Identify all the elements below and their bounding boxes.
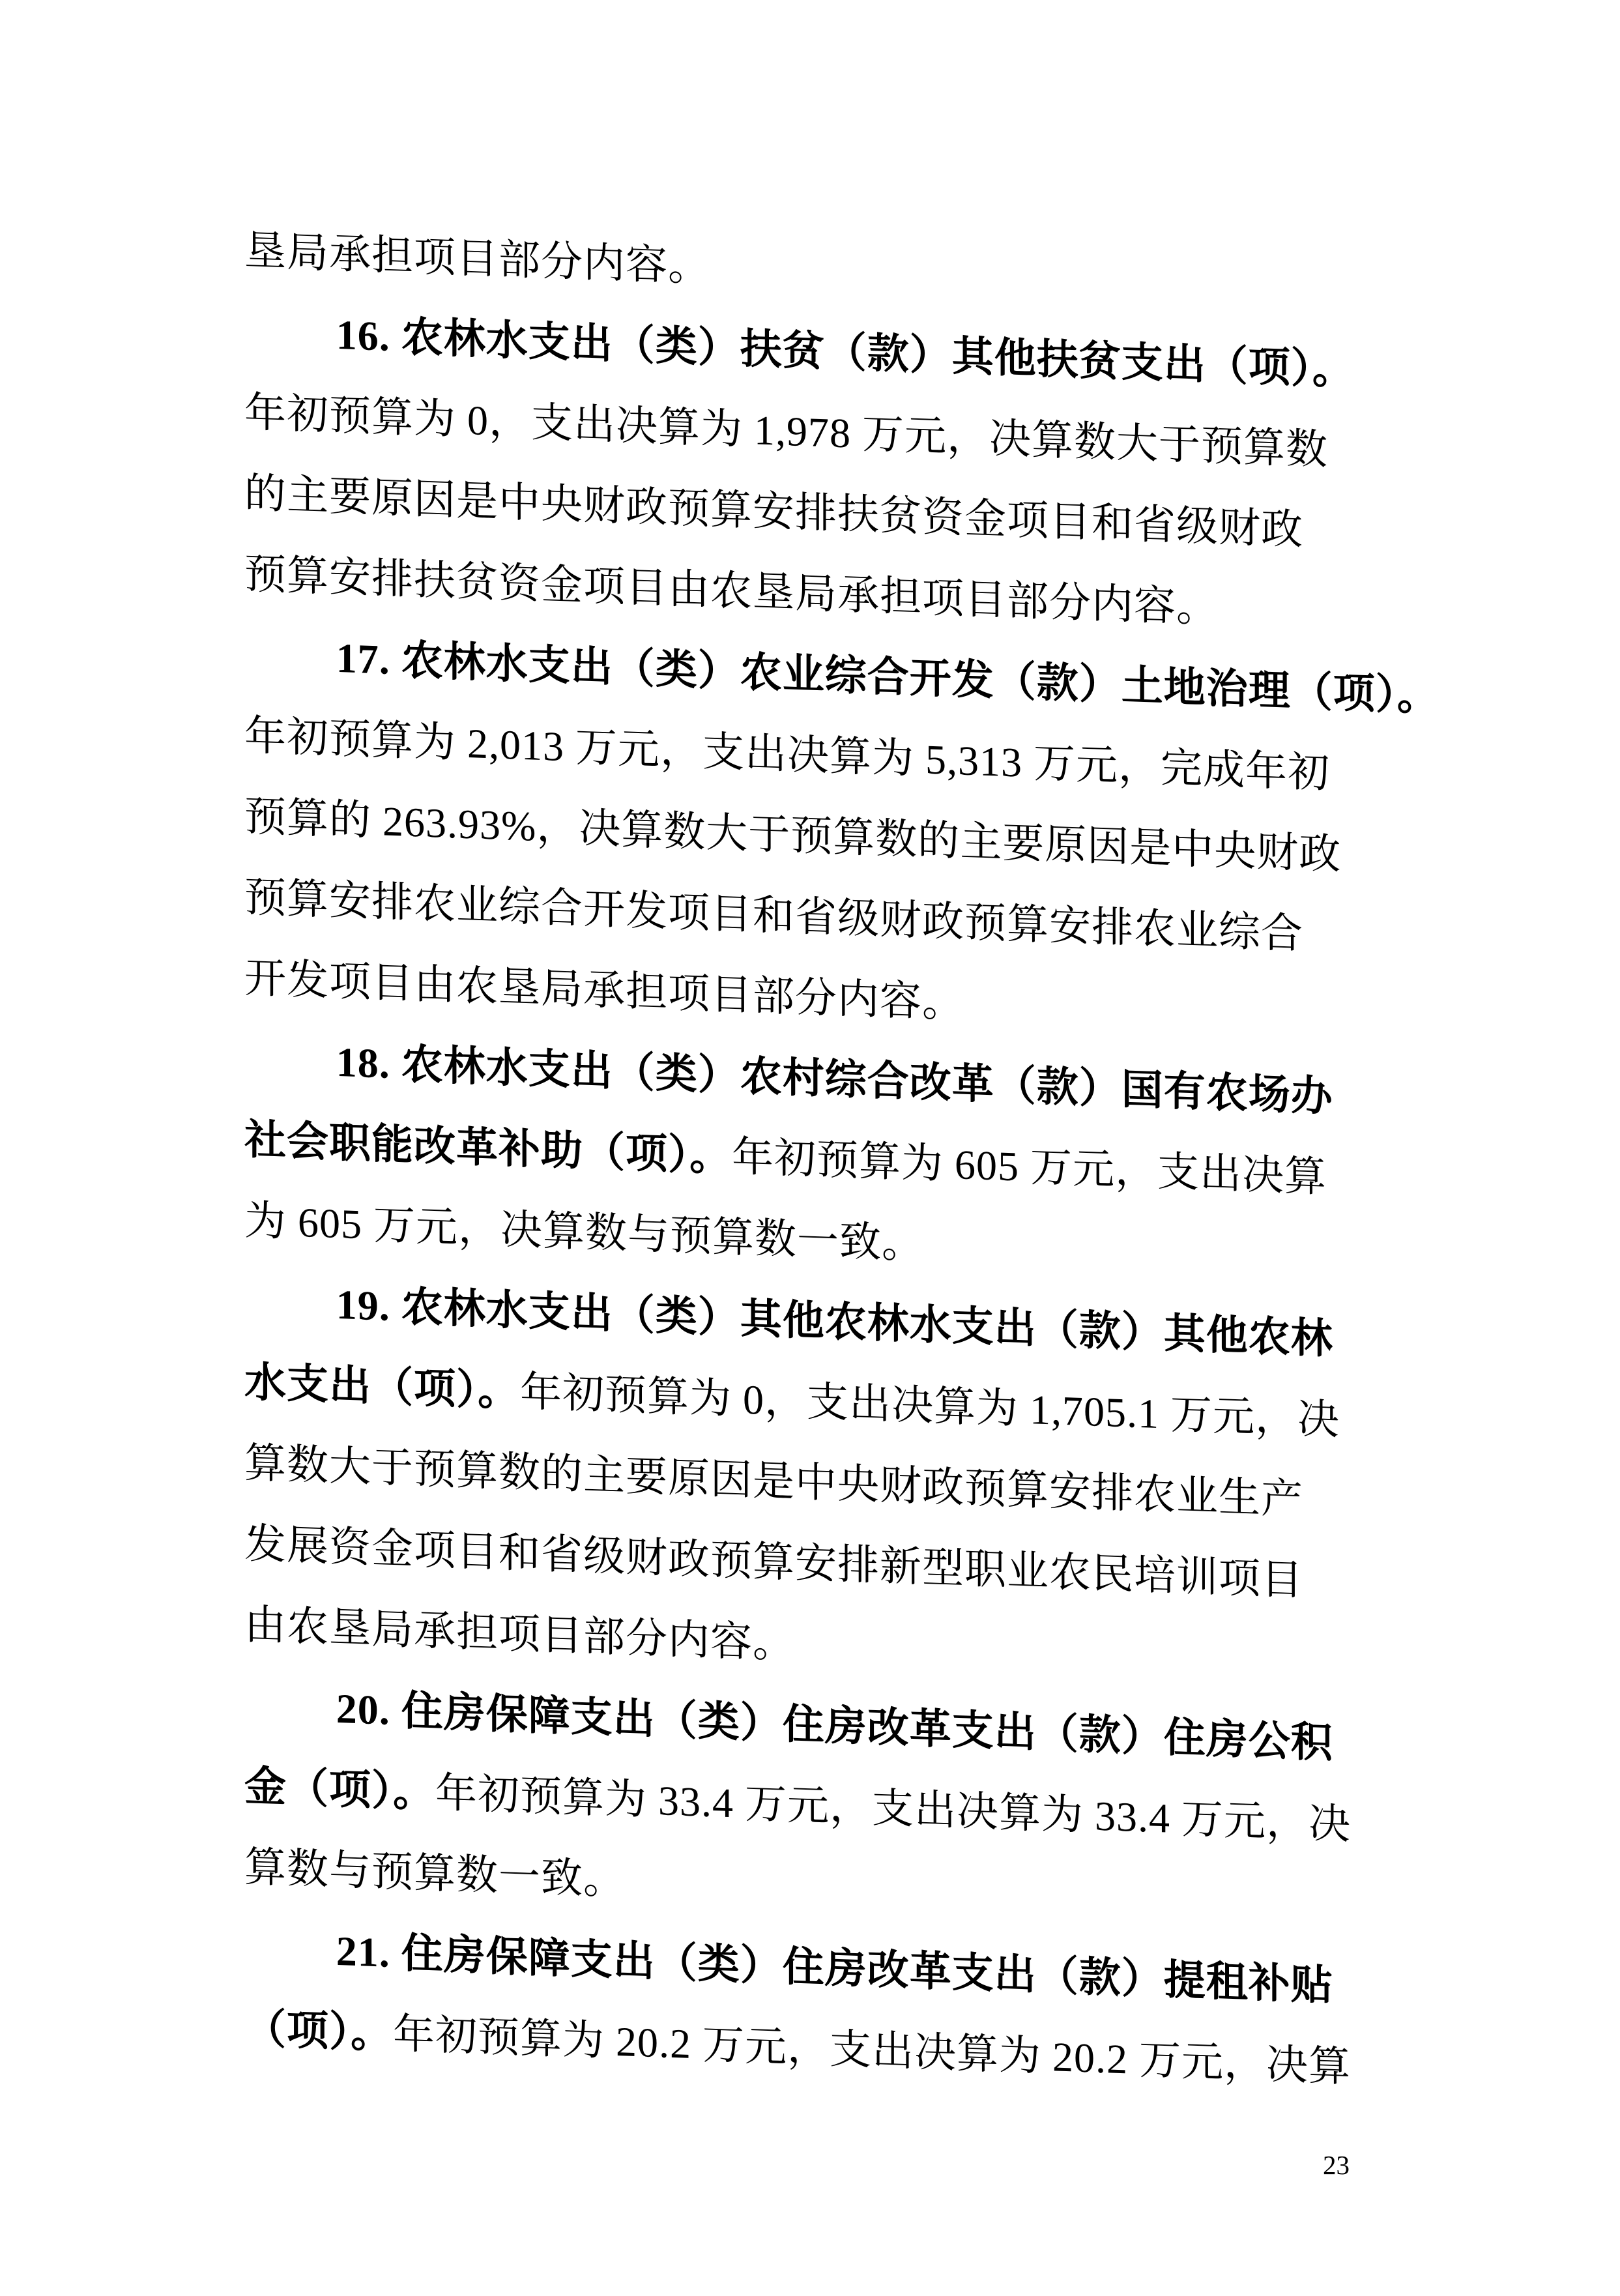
text-segment: 年初预算为 0，支出决算为 1,705.1 万元，决 (520, 1368, 1340, 1444)
text-segment-bold: 水支出（项）。 (244, 1359, 520, 1415)
text-segment: 算数与预算数一致。 (244, 1844, 626, 1904)
text-segment: 由农垦局承担项目部分内容。 (244, 1601, 795, 1667)
text-segment-bold: 社会职能改革补助（项）。 (244, 1116, 732, 1180)
text-segment-bold: 19. 农林水支出（类）其他农林水支出（款）其他农林 (336, 1281, 1333, 1363)
text-segment: 年初预算为 0，支出决算为 1,978 万元，决算数大于预算数 (244, 389, 1328, 474)
text-segment: 年初预算为 605 万元，支出决算 (732, 1133, 1327, 1201)
text-segment: 为 605 万元，决算数与预算数一致。 (244, 1197, 924, 1268)
text-segment: 开发项目由农垦局承担项目部分内容。 (244, 955, 964, 1026)
text-segment-bold: 20. 住房保障支出（类）住房改革支出（款）住房公积 (336, 1685, 1333, 1767)
text-segment-bold: 17. 农林水支出（类）农业综合开发（款）土地治理（项）。 (336, 634, 1439, 720)
document-body-text (244, 211, 1439, 2110)
text-segment: 垦局承担项目部分内容。 (244, 227, 710, 290)
text-segment-bold: 21. 住房保障支出（类）住房改革支出（款）提租补贴 (336, 1927, 1333, 2009)
text-segment-bold: 16. 农林水支出（类）扶贫（款）其他扶贫支出（项）。 (336, 311, 1355, 394)
text-segment: 的主要原因是中央财政预算安排扶贫资金项目和省级财政 (244, 470, 1303, 553)
text-segment: 发展资金项目和省级财政预算安排新型职业农民培训项目 (244, 1520, 1303, 1604)
text-segment: 预算安排农业综合开发项目和省级财政预算安排农业综合 (244, 874, 1303, 957)
text-segment: 预算安排扶贫资金项目由农垦局承担项目部分内容。 (244, 551, 1219, 632)
text-segment-bold: 金（项）。 (244, 1763, 435, 1816)
text-segment-bold: （项）。 (244, 2005, 393, 2057)
text-segment: 预算的 263.93%，决算数大于预算数的主要原因是中央财政 (244, 793, 1342, 878)
text-segment: 算数大于预算数的主要原因是中央财政预算安排农业生产 (244, 1440, 1303, 1523)
text-segment: 年初预算为 20.2 万元，支出决算为 20.2 万元，决算 (393, 2010, 1351, 2091)
text-segment-bold: 18. 农林水支出（类）农村综合改革（款）国有农场办 (336, 1038, 1333, 1120)
text-segment: 年初预算为 2,013 万元，支出决算为 5,313 万元，完成年初 (244, 712, 1330, 797)
text-segment: 年初预算为 33.4 万元，支出决算为 33.4 万元，决 (435, 1769, 1351, 1848)
page-number: 23 (1323, 2150, 1350, 2180)
